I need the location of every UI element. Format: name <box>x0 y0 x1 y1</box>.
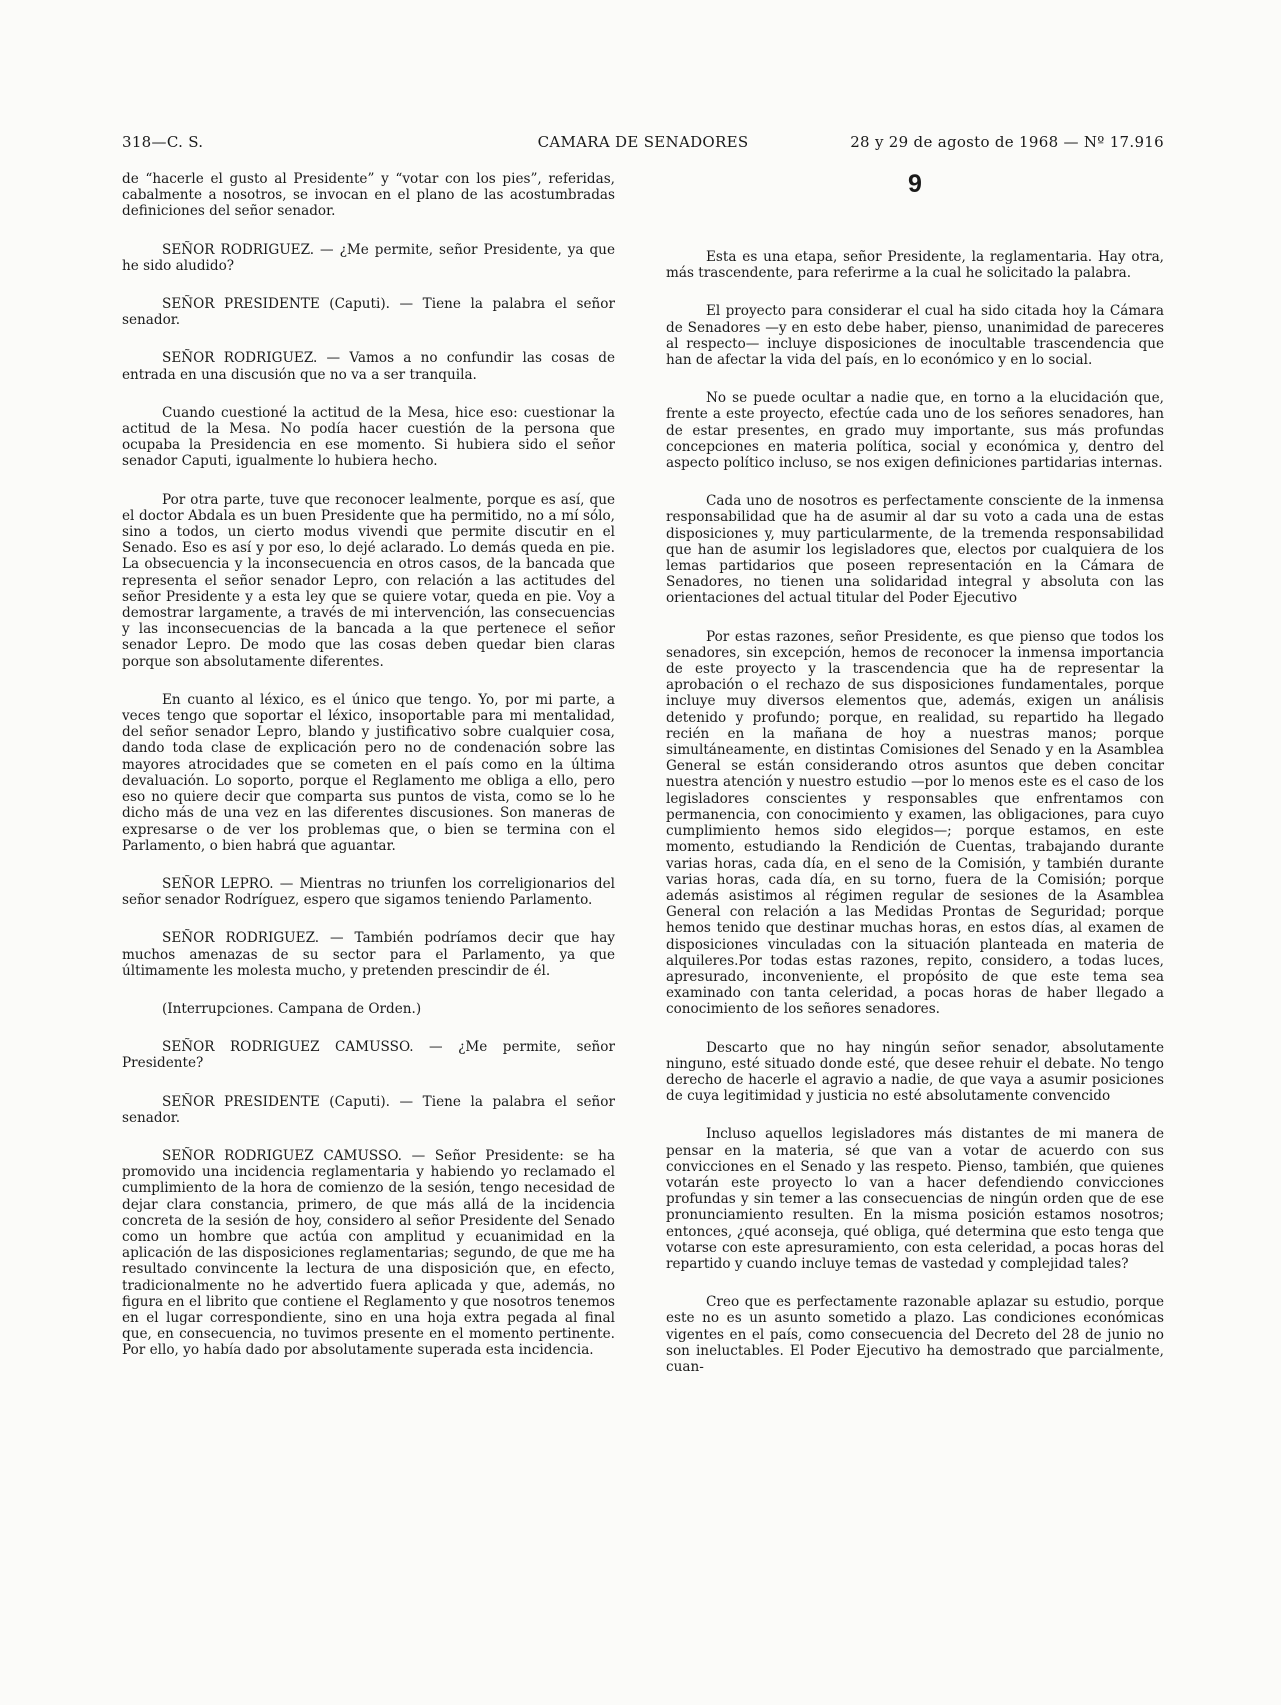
paragraph: No se puede ocultar a nadie que, en torno a la elucidación que, frente a este proyecto, efectúe cada uno de los señores senadores, han de estar presentes, en grado muy importante, sus más profundas concepciones en materia política, social y económica y, dentro del aspecto político incluso, se nos exigen definiciones partidarias internas. <box>666 390 1164 472</box>
paragraph: (Interrupciones. Campana de Orden.) <box>162 1000 422 1017</box>
paragraph: Cuando cuestioné la actitud de la Mesa, hice eso: cuestionar la actitud de la Mesa. No podía hacer cuestión de la persona que ocupaba la Presidencia en ese momento. Si hubiera sido el señor senador Caputi, igualmente lo hubiera hecho. <box>122 404 615 470</box>
paragraph: SEÑOR RODRIGUEZ. — Vamos a no confundir las cosas de entrada en una discusión que no va a ser tranquila. <box>122 350 615 383</box>
paragraph: Cada uno de nosotros es perfectamente consciente de la inmensa responsabilidad que ha de asumir al dar su voto a cada una de estas disposiciones y, muy particularmente, de la tremenda responsabilidad que han de asumir los legisladores que, electos por cualquiera de los lemas partidarios que poseen representación en la Cámara de Senadores, no tienen una solidaridad integral y absoluta con las orientaciones del actual titular del Poder Ejecutivo <box>666 493 1164 607</box>
paragraph: SEÑOR PRESIDENTE (Caputi). — Tiene la palabra el señor senador. <box>122 1093 615 1126</box>
paragraph: Creo que es perfectamente razonable aplazar su estudio, porque este no es un asunto sometido a plazo. Las condiciones económicas vigentes en el país, como consecuencia del Decreto del 28 de junio no son ineluctables. El Poder Ejecutivo ha demostrado que parcialmente, cuan- <box>666 1294 1164 1375</box>
paragraph: Incluso aquellos legisladores más distantes de mi manera de pensar en la materia, sé que van a votar de acuerdo con sus convicciones en el Senado y las respeto. Pienso, también, que quienes votarán este proyecto lo van a hacer defendiendo convicciones profundas y sin temer a las consecuencias de ningún orden que de ese pronunciamiento resulten. En la misma posición estamos nosotros; entonces, ¿qué aconseja, qué obliga, qué determina que esto tenga que votarse con este apresuramiento, con esta celeridad, a pocas horas del repartido y cuando incluye temas de vastedad y complejidad tales? <box>666 1126 1164 1272</box>
paragraph: SEÑOR RODRIGUEZ CAMUSSO. — ¿Me permite, señor Presidente? <box>122 1039 615 1072</box>
page-number: 9 <box>908 170 922 198</box>
header-chamber-title: CAMARA DE SENADORES <box>537 133 749 151</box>
paragraph: El proyecto para considerar el cual ha sido citada hoy la Cámara de Senadores —y en esto debe haber, pienso, unanimidad de pareceres al respecto— incluye disposiciones de inocultable trascendencia que han de afectar la vida del país, en lo económico y en lo social. <box>666 303 1164 369</box>
paragraph: Por estas razones, señor Presidente, es que pienso que todos los senadores, sin excepción, hemos de reconocer la inmensa importancia de este proyecto y la trascendencia que ha de representar la aprobación o el rechazo de sus disposiciones fundamentales, porque incluye muy diversos elementos que, además, exigen un análisis detenido y profundo; porque, en realidad, su repartido ha llegado recién en la mañana de hoy a nuestras manos; porque simultáneamente, en distintas Comisiones del Senado y en la Asamblea General se están considerando otros asuntos que deben concitar nuestra atención y nuestro estudio —por lo menos este es el caso de los legisladores conscientes y responsables que enfrentamos con permanencia, con conocimiento y examen, las obligaciones, para cuyo cumplimiento hemos sido elegidos—; porque estamos, en este momento, estudiando la Rendición de Cuentas, trabajando durante varias horas, cada día, en el seno de la Comisión, y también durante varias horas, cada día, en su torno, fuera de la Comisión; porque además asistimos al régimen regular de sesiones de la Asamblea General con relación a las Medidas Prontas de Seguridad; porque hemos tenido que destinar muchas horas, en estos días, al examen de disposiciones vinculadas con la situación planteada en materia de alquileres.Por todas estas razones, repito, considero, a todas luces, apresurado, inconveniente, el propósito de que este tema sea examinado con tanta celeridad, a pocas horas de haber llegado a conocimiento de los señores senadores. <box>666 628 1164 1018</box>
header-date-issue: 28 y 29 de agosto de 1968 — Nº 17.916 <box>850 133 1164 151</box>
right-column <box>666 171 1164 1397</box>
paragraph: SEÑOR RODRIGUEZ. — ¿Me permite, señor Presidente, ya que he sido aludido? <box>122 241 615 274</box>
paragraph: Por otra parte, tuve que reconocer lealmente, porque es así, que el doctor Abdala es un buen Presidente que ha permitido, no a mí sólo, sino a todos, un cierto modus vivendi que permite discutir en el Senado. Eso es así y por eso, lo dejé aclarado. Lo demás queda en pie. La obsecuencia y la inconsecuencia en otros casos, de la bancada que representa el señor senador Lepro, con relación a las actitudes del señor Presidente y a esta ley que se quiere votar, queda en pie. Voy a demostrar largamente, a través de mi intervención, las consecuencias y las inconsecuencias de la bancada a la que pertenece el señor senador Lepro. De modo que las cosas deben quedar bien claras porque son absolutamente diferentes. <box>122 491 615 670</box>
page-header <box>122 133 1164 155</box>
paragraph: Descarto que no hay ningún señor senador, absolutamente ninguno, esté situado donde esté, que desee rehuir el debate. No tengo derecho de hacerle el agravio a nadie, de que vaya a asumir posiciones de cuya legitimidad y justicia no esté absolutamente convencido <box>666 1039 1164 1105</box>
paragraph: SEÑOR LEPRO. — Mientras no triunfen los correligionarios del señor senador Rodríguez, espero que sigamos teniendo Parlamento. <box>122 875 615 909</box>
paragraph: SEÑOR RODRIGUEZ. — También podríamos decir que hay muchos amenazas de su sector para el Parlamento, ya que últimamente les molesta mucho, y pretenden prescindir de él. <box>122 930 615 979</box>
paragraph: SEÑOR RODRIGUEZ CAMUSSO. — Señor Presidente: se ha promovido una incidencia reglamentaria y habiendo yo reclamado el cumplimiento de la hora de comienzo de la sesión, tengo necesidad de dejar clara constancia, primero, de que más allá de la incidencia concreta de la sesión de hoy, considero al señor Presidente del Senado como un hombre que actúa con amplitud y ecuanimidad en la aplicación de las disposiciones reglamentarias; segundo, de que me ha resultado convincente la lectura de una disposición que, en efecto, tradicionalmente no he advertido fuera aplicada y que, además, no figura en el librito que contiene el Reglamento y que nosotros tenemos en el lugar correspondiente, sino en una hoja extra pegada al final que, en consecuencia, no tuvimos presente en el momento pertinente. Por ello, yo había dado por absolutamente superada esta incidencia. <box>122 1147 615 1359</box>
paragraph: En cuanto al léxico, es el único que tengo. Yo, por mi parte, a veces tengo que soportar el léxico, insoportable para mi mentalidad, del señor senador Lepro, blando y justificativo sobre cualquier cosa, dando toda clase de explicación pero no de condenación sobre las mayores atrocidades que se cometen en el país como en la última devaluación. Lo soporto, porque el Reglamento me obliga a ello, pero eso no quiere decir que comparta sus puntos de vista, como se lo he dicho más de una vez en las diferentes discusiones. Son maneras de expresarse o de ver los problemas que, o bien se termina con el Parlamento, o bien habrá que aguantar. <box>122 691 615 854</box>
paragraph: Esta es una etapa, señor Presidente, la reglamentaria. Hay otra, más trascendente, para referirme a la cual he solicitado la palabra. <box>666 249 1164 282</box>
header-page-reference: 318—C. S. <box>122 133 204 151</box>
left-column <box>122 171 615 1381</box>
paragraph: SEÑOR PRESIDENTE (Caputi). — Tiene la palabra el señor senador. <box>122 296 615 329</box>
paragraph: de “hacerle el gusto al Presidente” y “votar con los pies”, referidas, cabalmente a nosotros, se invocan en el plano de las acostumbradas definiciones del señor senador. <box>122 171 615 220</box>
